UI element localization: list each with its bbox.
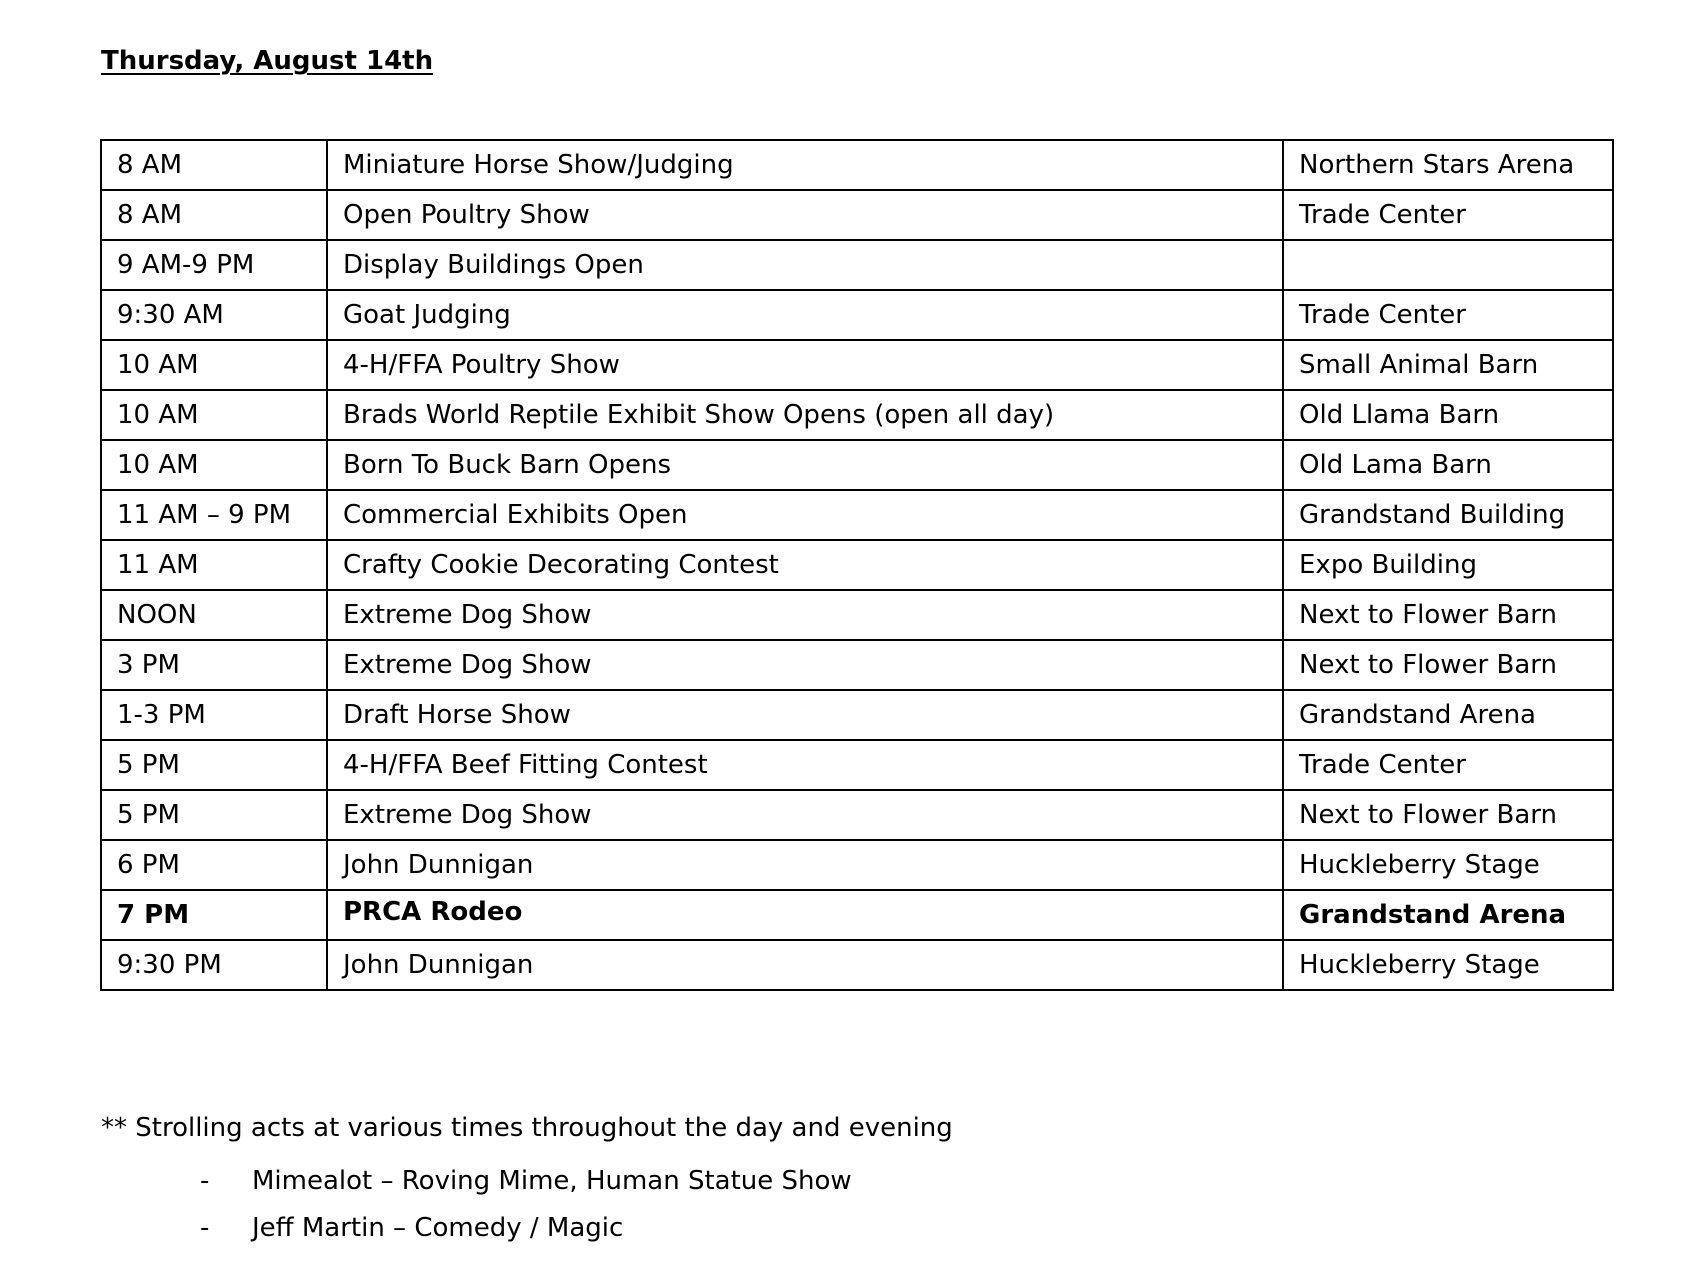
time-cell: 8 AM <box>101 140 327 190</box>
page-title: Thursday, August 14th <box>101 46 434 76</box>
time-cell: 9 AM-9 PM <box>101 240 327 290</box>
table-row <box>101 540 1613 590</box>
list-item <box>200 1166 852 1213</box>
event-cell: 4-H/FFA Poultry Show <box>327 340 1283 390</box>
time-cell: 6 PM <box>101 840 327 890</box>
time-cell: 7 PM <box>101 890 327 940</box>
table-row <box>101 590 1613 640</box>
act-text: Jeff Martin – Comedy / Magic <box>252 1213 624 1243</box>
table-row <box>101 890 1613 940</box>
table-row <box>101 940 1613 990</box>
location-cell: Trade Center <box>1283 190 1613 240</box>
event-cell: John Dunnigan <box>327 940 1283 990</box>
event-cell: John Dunnigan <box>327 840 1283 890</box>
table-row <box>101 340 1613 390</box>
event-cell: PRCA Rodeo <box>327 890 1283 940</box>
event-cell: Crafty Cookie Decorating Contest <box>327 540 1283 590</box>
time-cell: 9:30 AM <box>101 290 327 340</box>
table-row <box>101 490 1613 540</box>
schedule-body <box>101 140 1613 990</box>
event-cell: Brads World Reptile Exhibit Show Opens (open all day) <box>327 390 1283 440</box>
table-row <box>101 790 1613 840</box>
event-cell: Commercial Exhibits Open <box>327 490 1283 540</box>
location-cell: Old Lama Barn <box>1283 440 1613 490</box>
location-cell: Trade Center <box>1283 290 1613 340</box>
strolling-acts-note: ** Strolling acts at various times throughout the day and evening <box>101 1113 953 1143</box>
table-row <box>101 740 1613 790</box>
time-cell: 8 AM <box>101 190 327 240</box>
location-cell: Next to Flower Barn <box>1283 790 1613 840</box>
act-text: Mimealot – Roving Mime, Human Statue Show <box>252 1166 852 1196</box>
location-cell: Northern Stars Arena <box>1283 140 1613 190</box>
time-cell: 11 AM <box>101 540 327 590</box>
table-row <box>101 390 1613 440</box>
event-cell: Draft Horse Show <box>327 690 1283 740</box>
event-cell: Display Buildings Open <box>327 240 1283 290</box>
time-cell: 10 AM <box>101 340 327 390</box>
location-cell: Grandstand Arena <box>1283 890 1613 940</box>
list-bullet: - <box>200 1213 210 1243</box>
table-row <box>101 190 1613 240</box>
event-cell: 4-H/FFA Beef Fitting Contest <box>327 740 1283 790</box>
location-cell: Huckleberry Stage <box>1283 940 1613 990</box>
list-item <box>200 1213 852 1260</box>
time-cell: 10 AM <box>101 390 327 440</box>
event-cell: Miniature Horse Show/Judging <box>327 140 1283 190</box>
event-cell: Extreme Dog Show <box>327 590 1283 640</box>
location-cell: Next to Flower Barn <box>1283 590 1613 640</box>
table-row <box>101 440 1613 490</box>
location-cell: Next to Flower Barn <box>1283 640 1613 690</box>
time-cell: 10 AM <box>101 440 327 490</box>
event-cell: Born To Buck Barn Opens <box>327 440 1283 490</box>
event-cell: Extreme Dog Show <box>327 640 1283 690</box>
location-cell: Grandstand Arena <box>1283 690 1613 740</box>
time-cell: 9:30 PM <box>101 940 327 990</box>
location-cell: Old Llama Barn <box>1283 390 1613 440</box>
schedule-table <box>100 139 1614 991</box>
list-bullet: - <box>200 1166 210 1196</box>
table-row <box>101 840 1613 890</box>
event-cell: Extreme Dog Show <box>327 790 1283 840</box>
time-cell: 11 AM – 9 PM <box>101 490 327 540</box>
location-cell: Small Animal Barn <box>1283 340 1613 390</box>
location-cell: Huckleberry Stage <box>1283 840 1613 890</box>
table-row <box>101 690 1613 740</box>
time-cell: 5 PM <box>101 740 327 790</box>
time-cell: 1-3 PM <box>101 690 327 740</box>
table-row <box>101 140 1613 190</box>
strolling-acts-list <box>200 1166 852 1260</box>
event-cell: Open Poultry Show <box>327 190 1283 240</box>
table-row <box>101 240 1613 290</box>
location-cell: Grandstand Building <box>1283 490 1613 540</box>
time-cell: 3 PM <box>101 640 327 690</box>
location-cell: Trade Center <box>1283 740 1613 790</box>
time-cell: 5 PM <box>101 790 327 840</box>
location-cell: Expo Building <box>1283 540 1613 590</box>
table-row <box>101 640 1613 690</box>
event-cell: Goat Judging <box>327 290 1283 340</box>
table-row <box>101 290 1613 340</box>
location-cell <box>1283 240 1613 290</box>
time-cell: NOON <box>101 590 327 640</box>
